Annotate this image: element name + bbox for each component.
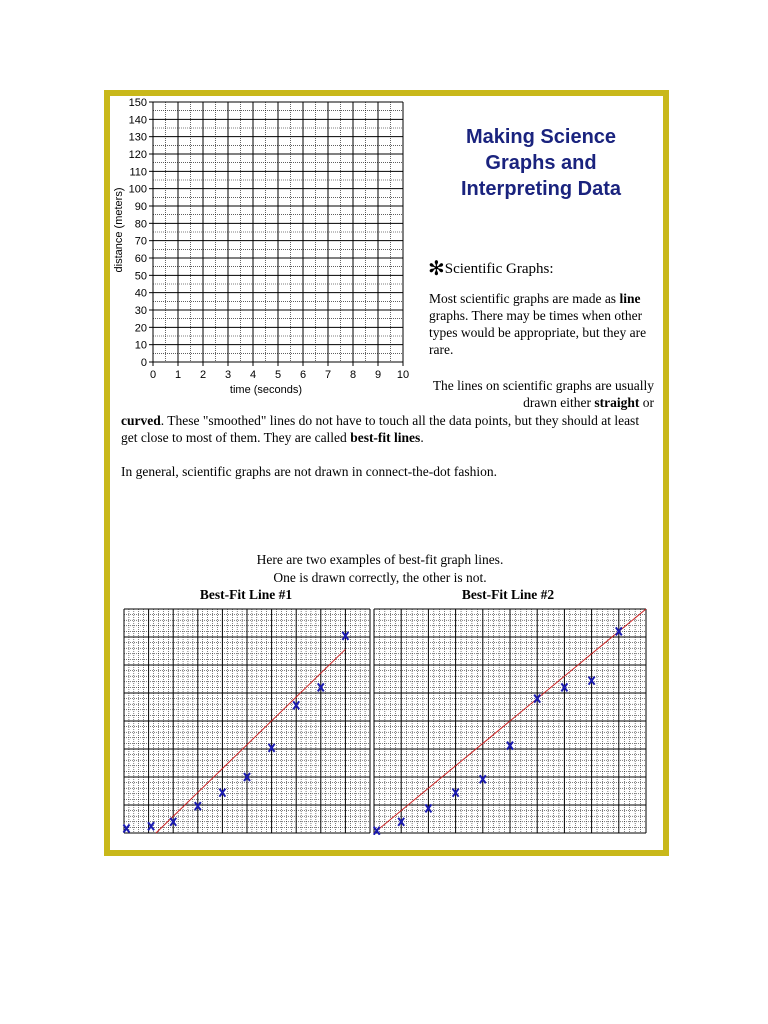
p2-text-c: or — [639, 395, 654, 410]
best-fit-1-graph — [122, 607, 372, 835]
paragraph-straight-start — [429, 377, 654, 411]
x-tick-label: 2 — [199, 369, 207, 381]
page-title — [430, 124, 652, 202]
y-tick-label: 120 — [128, 149, 147, 161]
y-tick-label: 40 — [134, 287, 147, 300]
x-tick-label: 7 — [324, 369, 332, 381]
examples-intro-1: Here are two examples of best-fit graph lines. — [256, 552, 504, 567]
y-tick-label: 20 — [134, 322, 147, 335]
y-tick-label: 80 — [134, 218, 147, 231]
y-tick-label: 60 — [134, 253, 147, 265]
y-tick-label: 0 — [140, 357, 147, 369]
flower-bullet-icon: ✻ — [428, 258, 445, 280]
data-point — [374, 827, 380, 835]
x-tick-label: 8 — [349, 369, 357, 381]
x-tick-label: 0 — [149, 369, 157, 381]
best-fit-2-graph — [372, 607, 648, 835]
x-tick-label: 10 — [396, 369, 410, 381]
x-tick-label: 4 — [249, 369, 257, 381]
p1-bold-line: line — [619, 291, 641, 306]
p1-text-c: graphs. There may be times when other types would be appropriate, but they are rare. — [429, 308, 647, 357]
y-tick-label: 130 — [128, 131, 147, 144]
p2-text-e: . These "smoothed" lines do not have to touch all the data points, but they should at least get close to most of them. They are called — [121, 413, 640, 445]
y-tick-label: 100 — [128, 183, 147, 196]
y-tick-label: 150 — [128, 97, 147, 109]
title-line-1: Making Science — [465, 126, 617, 148]
best-fit-2-title: Best-Fit Line #2 — [461, 587, 555, 602]
y-axis-label: distance (meters) — [113, 187, 125, 273]
paragraph-line-graphs — [429, 290, 654, 358]
x-tick-label: 9 — [374, 369, 382, 381]
y-tick-label: 140 — [128, 114, 147, 127]
p2-text-a: The lines on scientific graphs are usually drawn either — [432, 378, 654, 410]
section-heading-text: Scientific Graphs: — [444, 261, 554, 277]
y-tick-label: 90 — [134, 201, 147, 213]
x-tick-label: 5 — [274, 369, 282, 381]
y-tick-label: 30 — [134, 305, 147, 317]
examples-intro-2: One is drawn correctly, the other is not. — [273, 570, 487, 585]
p2-text-g: . — [420, 430, 424, 445]
y-tick-label: 10 — [134, 339, 147, 352]
p2-bold-curved: curved — [121, 413, 161, 428]
y-tick-label: 70 — [134, 235, 147, 248]
paragraph-connect-dot: In general, scientific graphs are not drawn in connect-the-dot fashion. — [121, 464, 497, 479]
y-tick-label: 50 — [134, 270, 147, 283]
title-line-2: Graphs and — [485, 152, 597, 174]
title-line-3: Interpreting Data — [460, 178, 622, 200]
p2-bold-straight: straight — [594, 395, 640, 410]
paragraph-curved — [121, 412, 651, 446]
p2-bold-best-fit: best-fit lines — [350, 430, 421, 445]
x-tick-label: 3 — [224, 369, 232, 381]
x-tick-label: 1 — [174, 369, 182, 381]
x-axis-label: time (seconds) — [229, 384, 303, 396]
p1-text-a: Most scientific graphs are made as — [429, 291, 620, 306]
section-heading — [428, 254, 554, 279]
y-tick-label: 110 — [129, 166, 147, 179]
best-fit-1-title: Best-Fit Line #1 — [199, 587, 293, 602]
empty-distance-time-graph — [110, 95, 410, 400]
x-tick-label: 6 — [299, 369, 307, 381]
